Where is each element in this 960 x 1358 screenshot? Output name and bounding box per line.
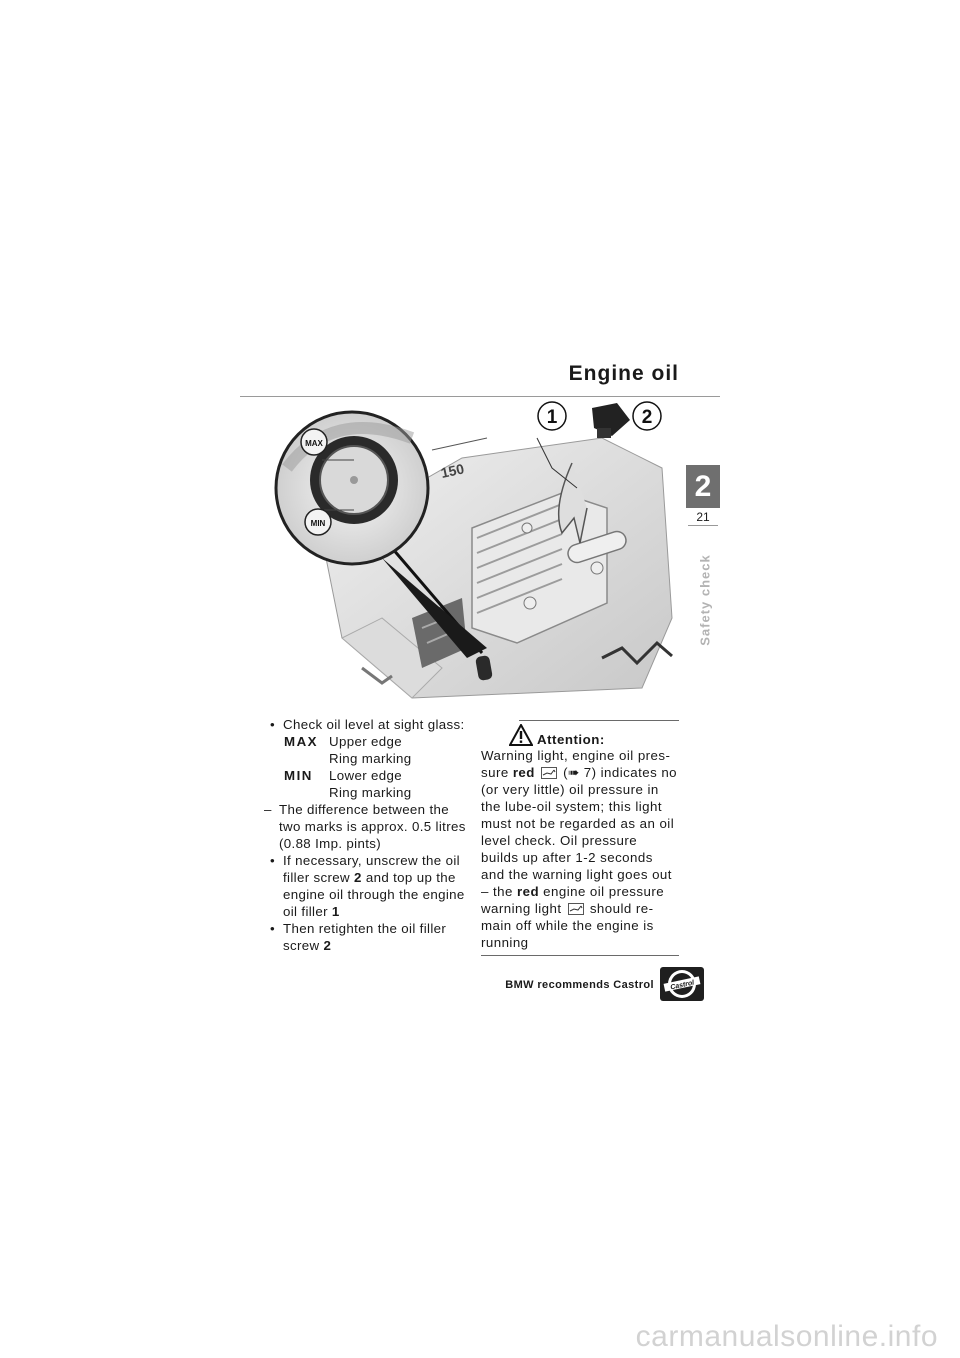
bullet-mark: • bbox=[270, 717, 276, 732]
attention-box bbox=[481, 720, 681, 956]
callout-2: 2 bbox=[641, 407, 653, 428]
instruction-retighten: • Then retighten the oil filler screw 2 bbox=[270, 921, 447, 953]
level-max: MAX Upper edge bbox=[284, 734, 402, 749]
page-title: Engine oil bbox=[568, 362, 679, 385]
attention-text: Warning light, engine oil pres- sure red (➠ 7) indicates no (or very little) oil pressure in the lube-oil system; this light must not be regarded as an oil level check. Oil pressure builds up after 1-2 seconds and the warning light goes out – the red engine oil pressure warning light should re- main off while the engine is running bbox=[481, 748, 678, 950]
min-label: MIN bbox=[310, 519, 326, 528]
section-side-title: Safety check bbox=[697, 554, 713, 646]
sight-glass-zoom bbox=[276, 412, 428, 564]
watermark: carmanualsonline.info bbox=[635, 1320, 938, 1353]
chapter-rule bbox=[688, 525, 718, 526]
chapter-tab: 2 bbox=[686, 465, 720, 508]
warning-triangle-icon bbox=[509, 724, 533, 746]
header-rule bbox=[240, 396, 720, 397]
logo-text: Castrol bbox=[669, 979, 695, 992]
max-label: MAX bbox=[305, 439, 323, 448]
engine-oil-illustration bbox=[262, 398, 682, 708]
level-min: MIN Lower edge bbox=[284, 768, 402, 783]
instructions: • Check oil level at sight glass: MAX Upper edge Ring marking MIN Lower edge Ring marking – The difference between the two marks is approx. 0.5 litres (0.88 Imp. pints) • If necessary, unscrew the oil filler screw 2 and top up the engine oil through the engine oil filler 1 • Then retighten the oil filler screw 2 bbox=[268, 716, 473, 954]
callout-1: 1 bbox=[546, 407, 558, 428]
footer-recommendation: BMW recommends Castrol bbox=[505, 979, 654, 991]
castrol-logo-mark bbox=[660, 967, 704, 1001]
cylinder-badge: 150 bbox=[439, 460, 466, 481]
instruction-check-level: • Check oil level at sight glass: bbox=[270, 717, 465, 732]
castrol-logo bbox=[660, 967, 704, 1001]
attention-label: Attention: bbox=[537, 732, 605, 747]
oil-pressure-icon bbox=[541, 767, 557, 779]
instruction-unscrew: • If necessary, unscrew the oil filler screw 2 and top up the engine oil through the engine oil filler 1 bbox=[270, 853, 465, 919]
page-number: 21 bbox=[696, 510, 710, 524]
attention-rule-bottom bbox=[481, 955, 679, 956]
note-difference: – The difference between the two marks is approx. 0.5 litres (0.88 Imp. pints) bbox=[264, 802, 466, 851]
oil-pressure-icon bbox=[568, 903, 584, 915]
